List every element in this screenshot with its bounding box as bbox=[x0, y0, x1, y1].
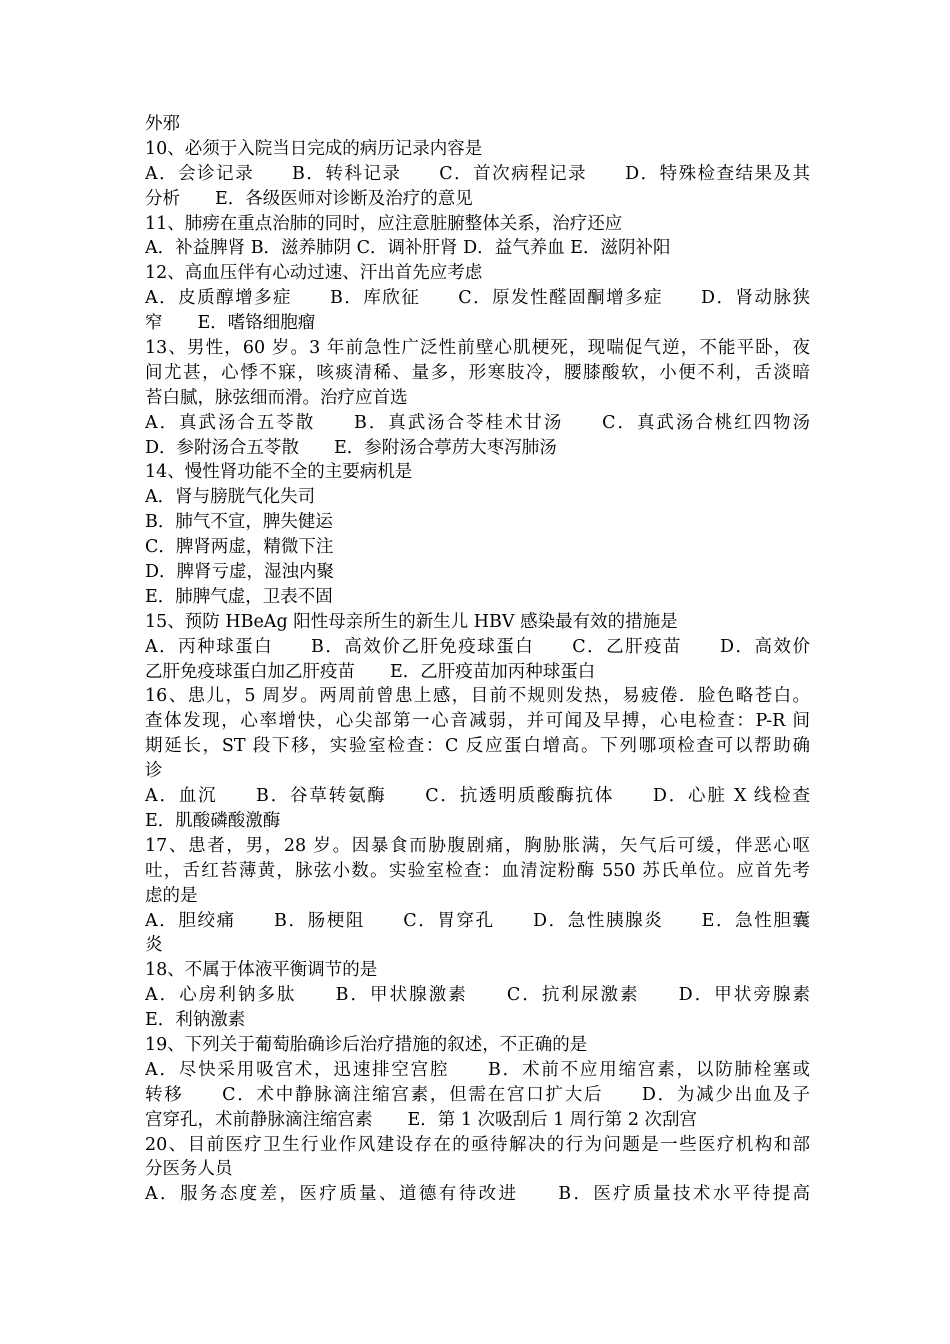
text-line: A．肾与膀胱气化失司 bbox=[145, 487, 316, 508]
text-line: 外邪 bbox=[145, 114, 180, 134]
text-line: A．补益脾肾 B．滋养肺阴 C．调补肝肾 D．益气养血 E．滋阴补阳 bbox=[145, 238, 671, 259]
text-line: A．真武汤合五苓散 B．真武汤合苓桂术甘汤 C．真武汤合桃红四物汤 bbox=[145, 412, 810, 433]
text-line: 乙肝免疫球蛋白加乙肝疫苗 E．乙肝疫苗加丙种球蛋白 bbox=[145, 661, 596, 682]
document-body bbox=[145, 112, 810, 1207]
text-line: 12、高血压伴有心动过速、汗出首先应考虑 bbox=[145, 263, 483, 284]
text-line: 11、肺痨在重点治肺的同时，应注意脏腑整体关系，治疗还应 bbox=[145, 213, 623, 234]
text-line: 苔白腻，脉弦细而滑。治疗应首选 bbox=[145, 387, 408, 408]
text-line: A．尽快采用吸宫术，迅速排空宫腔 B．术前不应用缩宫素，以防肺栓塞或 bbox=[145, 1059, 810, 1080]
text-line: 20、目前医疗卫生行业作风建设存在的亟待解决的行为问题是一些医疗机构和部 bbox=[145, 1134, 810, 1155]
text-line: A．胆绞痛 B．肠梗阻 C．胃穿孔 D．急性胰腺炎 E．急性胆囊 bbox=[145, 910, 810, 931]
text-line: A．皮质醇增多症 B．库欣征 C．原发性醛固酮增多症 D．肾动脉狭 bbox=[145, 288, 810, 309]
text-line: 转移 C．术中静脉滴注缩宫素，但需在宫口扩大后 D．为减少出血及子 bbox=[145, 1084, 810, 1105]
text-line: A．会诊记录 B．转科记录 C．首次病程记录 D．特殊检查结果及其 bbox=[145, 163, 810, 184]
text-line: 18、不属于体液平衡调节的是 bbox=[145, 960, 378, 981]
text-line: C．脾肾两虚，精微下注 bbox=[145, 537, 334, 558]
text-line: 15、预防 HBeAg 阳性母亲所生的新生儿 HBV 感染最有效的措施是 bbox=[145, 611, 678, 632]
text-line: A．心房利钠多肽 B．甲状腺激素 C．抗利尿激素 D．甲状旁腺素 bbox=[145, 985, 810, 1006]
text-line: 期延长，ST 段下移，实验室检查：C 反应蛋白增高。下列哪项检查可以帮助确 bbox=[145, 736, 810, 757]
text-line: 16、患儿，5 周岁。两周前曾患上感，目前不规则发热，易疲倦．脸色略苍白。 bbox=[145, 686, 810, 707]
text-line: 14、慢性肾功能不全的主要病机是 bbox=[145, 462, 413, 483]
text-line: E．肺脾气虚，卫表不固 bbox=[145, 586, 333, 607]
text-line: 17、患者，男，28 岁。因暴食而胁腹剧痛，胸胁胀满，矢气后可缓，伴恶心呕 bbox=[145, 835, 810, 856]
text-line: D．脾肾亏虚，湿浊内聚 bbox=[145, 562, 335, 583]
text-line: 诊 bbox=[145, 761, 163, 782]
text-line: 吐，舌红苔薄黄，脉弦小数。实验室检查：血清淀粉酶 550 苏氏单位。应首先考 bbox=[145, 860, 810, 881]
text-line: 炎 bbox=[145, 935, 163, 956]
text-line: E．肌酸磷酸激酶 bbox=[145, 810, 281, 831]
text-line: 间尤甚，心悸不寐，咳痰清稀、量多，形寒肢冷，腰膝酸软，小便不利，舌淡暗 bbox=[145, 362, 810, 383]
text-line: E．利钠激素 bbox=[145, 1010, 246, 1031]
text-line: 13、男性，60 岁。3 年前急性广泛性前壁心肌梗死，现喘促气逆，不能平卧，夜 bbox=[145, 338, 810, 359]
text-line: 10、必须于入院当日完成的病历记录内容是 bbox=[145, 138, 483, 159]
text-line: A．血沉 B．谷草转氨酶 C．抗透明质酸酶抗体 D．心脏 X 线检查 bbox=[145, 786, 810, 807]
text-line: 19、下列关于葡萄胎确诊后治疗措施的叙述，不正确的是 bbox=[145, 1034, 588, 1055]
text-line: 分医务人员 bbox=[145, 1159, 233, 1180]
text-line: B．肺气不宣，脾失健运 bbox=[145, 512, 333, 533]
text-line: 分析 E．各级医师对诊断及治疗的意见 bbox=[145, 188, 473, 209]
text-line: 窄 E．嗜铬细胞瘤 bbox=[145, 313, 316, 334]
text-line: 虑的是 bbox=[145, 885, 198, 906]
text-line: A．丙种球蛋白 B．高效价乙肝免疫球蛋白 C．乙肝疫苗 D．高效价 bbox=[145, 636, 810, 657]
text-line: A．服务态度差，医疗质量、道德有待改进 B．医疗质量技术水平待提高 bbox=[145, 1184, 810, 1205]
text-line: 查体发现，心率增快，心尖部第一心音减弱，并可闻及早搏，心电检查：P-R 间 bbox=[145, 711, 810, 732]
text-line: 宫穿孔，术前静脉滴注缩宫素 E．第 1 次吸刮后 1 周行第 2 次刮宫 bbox=[145, 1109, 698, 1130]
text-line: D．参附汤合五苓散 E．参附汤合葶苈大枣泻肺汤 bbox=[145, 437, 557, 458]
